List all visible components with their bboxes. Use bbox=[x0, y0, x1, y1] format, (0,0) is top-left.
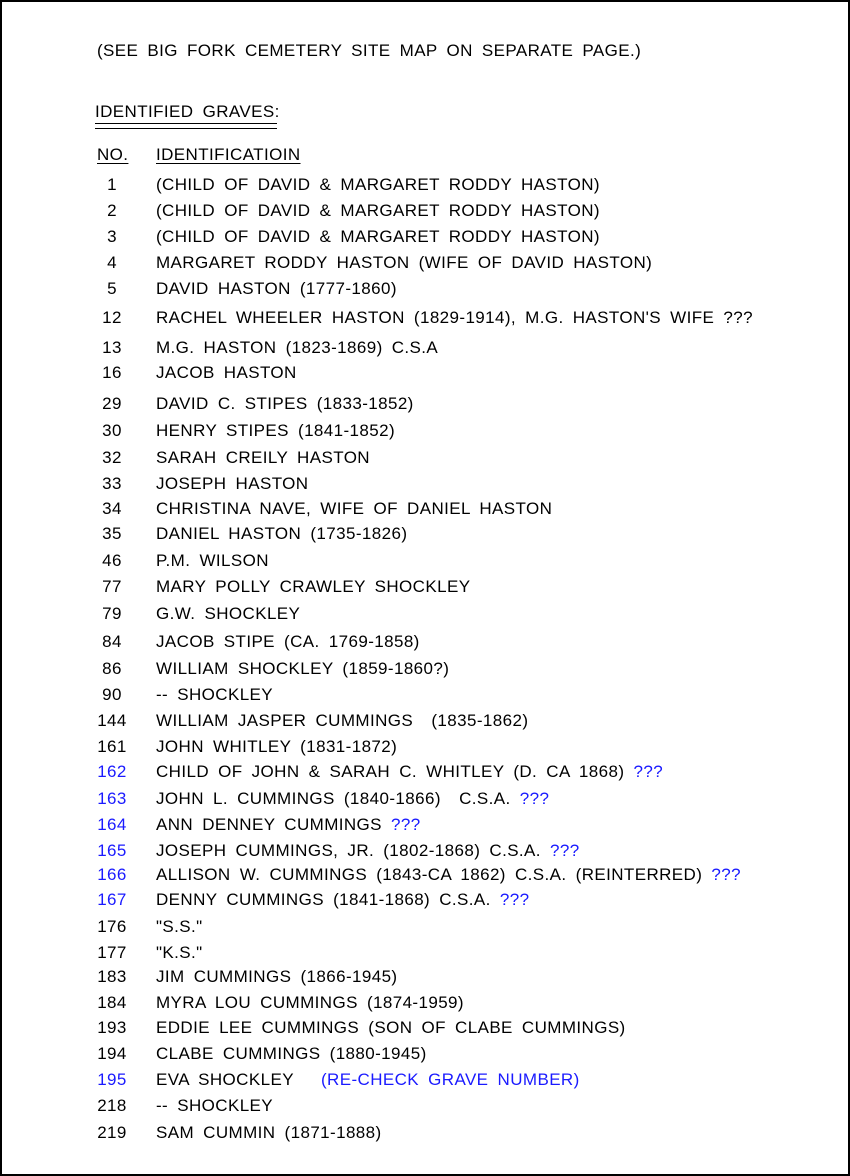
grave-flag: ??? bbox=[381, 815, 421, 834]
grave-name: MARY POLLY CRAWLEY SHOCKLEY bbox=[156, 577, 471, 596]
grave-name: DENNY CUMMINGS (1841-1868) C.S.A. bbox=[156, 890, 491, 909]
grave-number: 219 bbox=[97, 1123, 127, 1142]
grave-identification bbox=[156, 1018, 626, 1038]
grave-number: 195 bbox=[97, 1070, 127, 1089]
grave-name: CHILD OF JOHN & SARAH C. WHITLEY (D. CA 1868) bbox=[156, 762, 625, 781]
grave-name: JIM CUMMINGS (1866-1945) bbox=[156, 967, 398, 986]
grave-flag: ??? bbox=[702, 865, 741, 884]
grave-number: 5 bbox=[107, 279, 117, 298]
grave-name: EVA SHOCKLEY bbox=[156, 1070, 294, 1089]
grave-name: G.W. SHOCKLEY bbox=[156, 604, 301, 623]
grave-number: 2 bbox=[107, 201, 117, 220]
grave-name: CLABE CUMMINGS (1880-1945) bbox=[156, 1044, 427, 1063]
grave-name: -- SHOCKLEY bbox=[156, 1096, 274, 1115]
grave-name: SAM CUMMIN (1871-1888) bbox=[156, 1123, 382, 1142]
grave-identification bbox=[156, 1044, 427, 1064]
grave-identification bbox=[156, 890, 529, 910]
grave-number: 77 bbox=[102, 577, 122, 596]
grave-number: 144 bbox=[97, 711, 127, 730]
grave-name: JACOB STIPE (CA. 1769-1858) bbox=[156, 632, 420, 651]
grave-flag: (RE-CHECK GRAVE NUMBER) bbox=[293, 1070, 580, 1089]
grave-identification bbox=[156, 448, 370, 468]
grave-identification bbox=[156, 279, 397, 299]
grave-number: 176 bbox=[97, 917, 127, 936]
grave-name: MYRA LOU CUMMINGS (1874-1959) bbox=[156, 993, 464, 1012]
grave-name: P.M. WILSON bbox=[156, 551, 269, 570]
grave-identification bbox=[156, 967, 398, 987]
grave-identification bbox=[156, 737, 397, 757]
grave-number: 194 bbox=[97, 1044, 127, 1063]
grave-identification bbox=[156, 993, 464, 1013]
column-header-identification: IDENTIFICATIOIN bbox=[156, 145, 301, 164]
grave-name: RACHEL WHEELER HASTON (1829-1914), M.G. HASTON'S WIFE ??? bbox=[156, 308, 753, 327]
grave-identification bbox=[156, 524, 407, 544]
grave-identification bbox=[156, 1096, 273, 1116]
grave-number: 90 bbox=[102, 685, 122, 704]
grave-identification bbox=[156, 685, 273, 705]
grave-number: 16 bbox=[102, 363, 122, 382]
grave-flag: ??? bbox=[624, 762, 664, 781]
grave-identification bbox=[156, 308, 753, 328]
grave-name: M.G. HASTON (1823-1869) C.S.A bbox=[156, 338, 439, 357]
grave-identification bbox=[156, 175, 600, 195]
grave-name: ANN DENNEY CUMMINGS bbox=[156, 815, 382, 834]
grave-number: 86 bbox=[102, 659, 122, 678]
grave-identification bbox=[156, 711, 528, 731]
grave-number: 3 bbox=[107, 227, 117, 246]
grave-identification bbox=[156, 421, 395, 441]
title-underline bbox=[95, 123, 277, 124]
grave-identification bbox=[156, 577, 470, 597]
grave-identification bbox=[156, 201, 600, 221]
grave-name: (CHILD OF DAVID & MARGARET RODDY HASTON) bbox=[156, 201, 600, 220]
grave-identification bbox=[156, 865, 741, 885]
grave-identification bbox=[156, 1123, 382, 1143]
grave-number: 184 bbox=[97, 993, 127, 1012]
grave-name: "S.S." bbox=[156, 917, 203, 936]
grave-identification bbox=[156, 604, 300, 624]
grave-number: 177 bbox=[97, 943, 127, 962]
grave-identification bbox=[156, 394, 414, 414]
grave-name: -- SHOCKLEY bbox=[156, 685, 274, 704]
grave-name: SARAH CREILY HASTON bbox=[156, 448, 370, 467]
grave-flag: ??? bbox=[510, 789, 550, 808]
grave-name: MARGARET RODDY HASTON (WIFE OF DAVID HASTON) bbox=[156, 253, 653, 272]
grave-number: 1 bbox=[107, 175, 117, 194]
grave-number: 84 bbox=[102, 632, 122, 651]
grave-name: DANIEL HASTON (1735-1826) bbox=[156, 524, 408, 543]
grave-identification bbox=[156, 551, 269, 571]
grave-name: HENRY STIPES (1841-1852) bbox=[156, 421, 396, 440]
grave-identification bbox=[156, 474, 308, 494]
grave-name: (CHILD OF DAVID & MARGARET RODDY HASTON) bbox=[156, 175, 600, 194]
grave-number: 32 bbox=[102, 448, 122, 467]
grave-identification bbox=[156, 363, 297, 383]
grave-number: 161 bbox=[97, 737, 127, 756]
grave-number: 164 bbox=[97, 815, 127, 834]
grave-identification bbox=[156, 789, 549, 809]
grave-number: 163 bbox=[97, 789, 127, 808]
grave-number: 183 bbox=[97, 967, 127, 986]
grave-identification bbox=[156, 338, 438, 358]
grave-number: 193 bbox=[97, 1018, 127, 1037]
grave-name: CHRISTINA NAVE, WIFE OF DANIEL HASTON bbox=[156, 499, 553, 518]
grave-number: 166 bbox=[97, 865, 127, 884]
grave-name: JOSEPH CUMMINGS, JR. (1802-1868) C.S.A. bbox=[156, 841, 541, 860]
grave-name: WILLIAM JASPER CUMMINGS (1835-1862) bbox=[156, 711, 529, 730]
grave-number: 4 bbox=[107, 253, 117, 272]
grave-identification bbox=[156, 1070, 580, 1090]
grave-number: 218 bbox=[97, 1096, 127, 1115]
grave-identification bbox=[156, 762, 663, 782]
grave-identification bbox=[156, 841, 580, 861]
grave-identification bbox=[156, 659, 449, 679]
grave-identification bbox=[156, 815, 421, 835]
grave-flag: ??? bbox=[540, 841, 580, 860]
grave-name: DAVID HASTON (1777-1860) bbox=[156, 279, 397, 298]
grave-number: 162 bbox=[97, 762, 127, 781]
column-header-no: NO. bbox=[97, 145, 129, 164]
grave-number: 167 bbox=[97, 890, 127, 909]
grave-flag: ??? bbox=[490, 890, 530, 909]
title-underline-double bbox=[95, 128, 277, 129]
grave-number: 13 bbox=[102, 338, 122, 357]
grave-name: ALLISON W. CUMMINGS (1843-CA 1862) C.S.A. (REINTERRED) bbox=[156, 865, 703, 884]
grave-number: 35 bbox=[102, 524, 122, 543]
section-title: IDENTIFIED GRAVES: bbox=[95, 102, 280, 121]
grave-name: EDDIE LEE CUMMINGS (SON OF CLABE CUMMINGS) bbox=[156, 1018, 626, 1037]
grave-number: 34 bbox=[102, 499, 122, 518]
grave-name: (CHILD OF DAVID & MARGARET RODDY HASTON) bbox=[156, 227, 600, 246]
grave-number: 30 bbox=[102, 421, 122, 440]
grave-name: JOHN L. CUMMINGS (1840-1866) C.S.A. bbox=[156, 789, 511, 808]
grave-name: WILLIAM SHOCKLEY (1859-1860?) bbox=[156, 659, 450, 678]
grave-number: 33 bbox=[102, 474, 122, 493]
site-map-note: (SEE BIG FORK CEMETERY SITE MAP ON SEPARATE PAGE.) bbox=[97, 41, 642, 60]
grave-number: 12 bbox=[102, 308, 122, 327]
grave-number: 46 bbox=[102, 551, 122, 570]
grave-identification bbox=[156, 499, 552, 519]
grave-name: "K.S." bbox=[156, 943, 203, 962]
grave-identification bbox=[156, 253, 652, 273]
grave-identification bbox=[156, 943, 203, 963]
grave-identification bbox=[156, 917, 203, 937]
grave-name: DAVID C. STIPES (1833-1852) bbox=[156, 394, 414, 413]
grave-number: 29 bbox=[102, 394, 122, 413]
grave-name: JOHN WHITLEY (1831-1872) bbox=[156, 737, 398, 756]
grave-identification bbox=[156, 227, 600, 247]
grave-name: JOSEPH HASTON bbox=[156, 474, 309, 493]
grave-number: 165 bbox=[97, 841, 127, 860]
grave-name: JACOB HASTON bbox=[156, 363, 297, 382]
grave-identification bbox=[156, 632, 420, 652]
grave-number: 79 bbox=[102, 604, 122, 623]
